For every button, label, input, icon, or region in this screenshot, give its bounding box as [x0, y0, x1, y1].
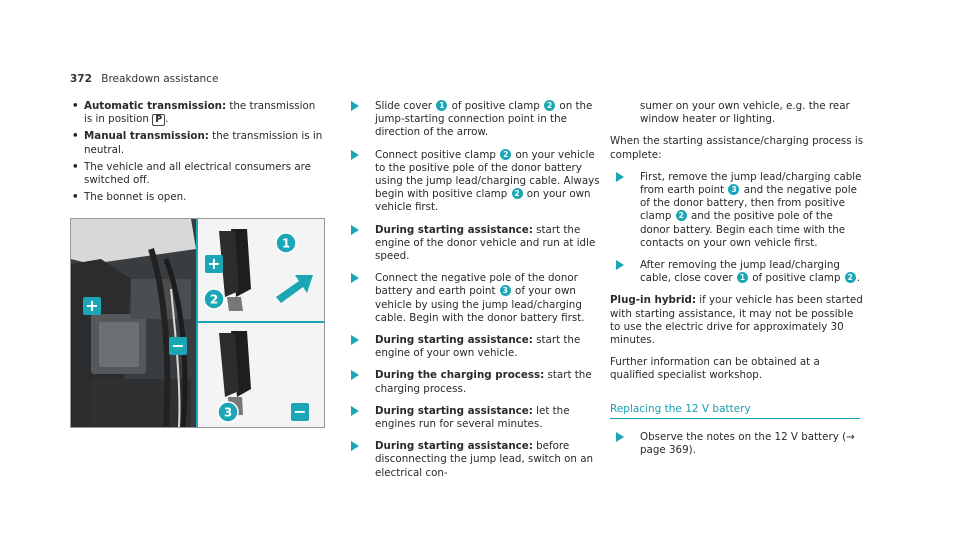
step-arrow-icon: [616, 432, 624, 442]
completion-intro: When the starting assistance/charging process is complete:: [610, 135, 864, 161]
list-item: • Manual transmission: the transmission is in neutral.: [70, 130, 325, 156]
instruction-step: During starting assistance: before disconnecting the jump lead, switch on an electrical con-: [345, 440, 600, 480]
svg-text:−: −: [293, 402, 307, 421]
step-arrow-icon: [351, 273, 359, 283]
list-item: • Automatic transmission: the transmission is in position P .: [70, 100, 325, 126]
list-item: • The bonnet is open.: [70, 191, 325, 204]
step-arrow-icon: [616, 172, 624, 182]
instruction-step: Connect the negative pole of the donor battery and earth point 3 of your own vehicle by using the jump lead/charging cable. Begin with the donor battery first.: [345, 272, 600, 325]
instruction-step: After removing the jump lead/charging cable, close cover 1 of positive clamp 2 .: [610, 259, 865, 285]
step-arrow-icon: [351, 441, 359, 451]
column-left: [70, 100, 325, 208]
page-title: Breakdown assistance: [101, 73, 219, 85]
page-reference-link[interactable]: page 369).: [640, 444, 696, 457]
step-arrow-icon: [351, 150, 359, 160]
list-item: • The vehicle and all electrical consumers are switched off.: [70, 161, 325, 187]
park-position-icon: P: [152, 114, 165, 126]
jump-start-illustration: [70, 218, 325, 428]
step-arrow-icon: [616, 260, 624, 270]
continued-text: sumer on your own vehicle, e.g. the rear window heater or lighting.: [640, 100, 850, 126]
column-right: [610, 100, 865, 466]
minus-icon: −: [171, 336, 185, 355]
instruction-step: During starting assistance: start the engine of the donor vehicle and run at idle speed.: [345, 224, 600, 264]
marker-2: 2: [209, 292, 219, 307]
page-header: [70, 73, 218, 85]
instruction-step: Connect positive clamp 2 on your vehicle to the positive pole of the donor battery using the jump lead/charging cable. Always begin with positive clamp 2 on your own vehicle first.: [345, 149, 600, 215]
plugin-hybrid-note: Plug-in hybrid: if your vehicle has been started with starting assistance, it may not be possible to use the electric drive for approximately 30 minutes.: [610, 294, 863, 347]
step-arrow-icon: [351, 335, 359, 345]
step-arrow-icon: [351, 406, 359, 416]
page-ref-arrow-icon: →: [846, 430, 855, 443]
engine-bay-image: [71, 219, 324, 427]
instruction-step: During the charging process: start the charging process.: [345, 369, 600, 395]
section-heading: Replacing the 12 V battery: [610, 403, 860, 419]
column-middle: [345, 100, 600, 489]
svg-text:+: +: [207, 254, 221, 273]
instruction-step: During starting assistance: let the engines run for several minutes.: [345, 405, 600, 431]
step-arrow-icon: [351, 370, 359, 380]
instruction-step: Slide cover 1 of positive clamp 2 on the jump-starting connection point in the direction of the arrow.: [345, 100, 600, 140]
marker-3: 3: [223, 405, 233, 420]
further-info: Further information can be obtained at a qualified specialist workshop.: [610, 356, 820, 382]
step-arrow-icon: [351, 101, 359, 111]
requirements-list: [70, 100, 325, 204]
step-arrow-icon: [351, 225, 359, 235]
page-number: 372: [70, 73, 92, 85]
instruction-step: Observe the notes on the 12 V battery (→ page 369).: [610, 431, 865, 457]
instruction-step: During starting assistance: start the engine of your own vehicle.: [345, 334, 600, 360]
instruction-step: First, remove the jump lead/charging cable from earth point 3 and the negative pole of the donor battery, then from positive clamp 2 and the positive pole of the donor battery. Begin each time with the contacts on your own vehicle first.: [610, 171, 865, 250]
marker-1: 1: [281, 236, 291, 251]
plus-icon: +: [85, 296, 99, 315]
